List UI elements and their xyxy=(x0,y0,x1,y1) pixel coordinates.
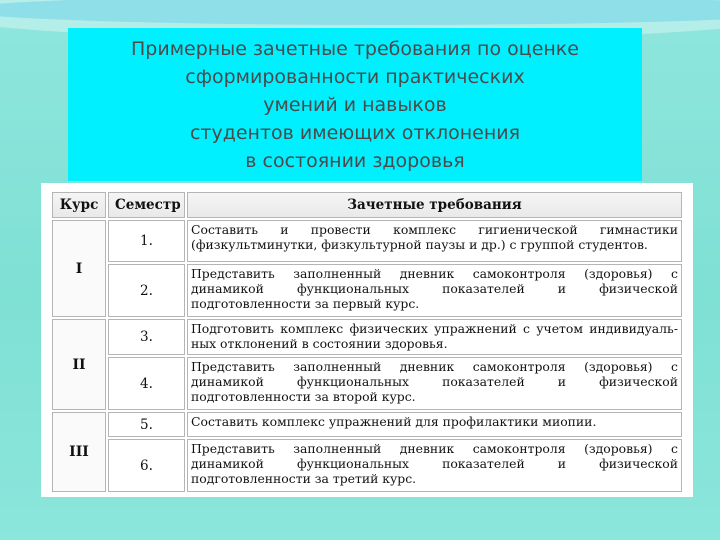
semester-cell: 5. xyxy=(108,412,185,437)
table-row xyxy=(52,264,682,317)
title-line-3: умений и навыков xyxy=(263,93,447,116)
requirement-cell: Составить и провести комплекс гигиенической гимнастики (физкультминутки, физкультурной паузы и др.) с группой студентов. xyxy=(187,220,682,262)
requirements-table xyxy=(50,190,684,494)
header-course: Курс xyxy=(52,192,106,218)
header-semester: Семестр xyxy=(108,192,185,218)
semester-cell: 4. xyxy=(108,357,185,410)
table-row xyxy=(52,220,682,262)
requirement-cell: Подготовить комплекс физических упражнений с учетом индивидуальных отклонений в состоянии здоровья. xyxy=(187,319,682,355)
decorative-wave-accent xyxy=(0,0,720,25)
requirement-cell: Составить комплекс упражнений для профилактики миопии. xyxy=(187,412,682,437)
requirement-cell: Представить заполненный дневник самоконтроля (здоровья) с динамикой функциональных показателей и физической подготовленности за первый курс. xyxy=(187,264,682,317)
course-cell: III xyxy=(52,412,106,492)
course-cell: I xyxy=(52,220,106,317)
course-cell: II xyxy=(52,319,106,410)
slide-title-box xyxy=(68,28,642,181)
title-line-2: сформированности практических xyxy=(185,65,525,88)
semester-cell: 3. xyxy=(108,319,185,355)
semester-cell: 1. xyxy=(108,220,185,262)
semester-cell: 6. xyxy=(108,439,185,492)
header-requirements: Зачетные требования xyxy=(187,192,682,218)
table-row xyxy=(52,412,682,437)
title-line-5: в состоянии здоровья xyxy=(245,149,465,172)
table-row xyxy=(52,357,682,410)
title-line-4: студентов имеющих отклонения xyxy=(189,121,521,144)
semester-cell: 2. xyxy=(108,264,185,317)
table-header-row xyxy=(52,192,682,218)
requirements-table-image xyxy=(41,183,693,497)
requirement-cell: Представить заполненный дневник самоконтроля (здоровья) с динамикой функциональных показателей и физической подготовленности за второй курс. xyxy=(187,357,682,410)
title-line-1: Примерные зачетные требования по оценке xyxy=(131,37,579,60)
table-row xyxy=(52,319,682,355)
requirement-cell: Представить заполненный дневник самоконтроля (здоровья) с динамикой функциональных показателей и физической подготовленности за третий курс. xyxy=(187,439,682,492)
table-row xyxy=(52,439,682,492)
